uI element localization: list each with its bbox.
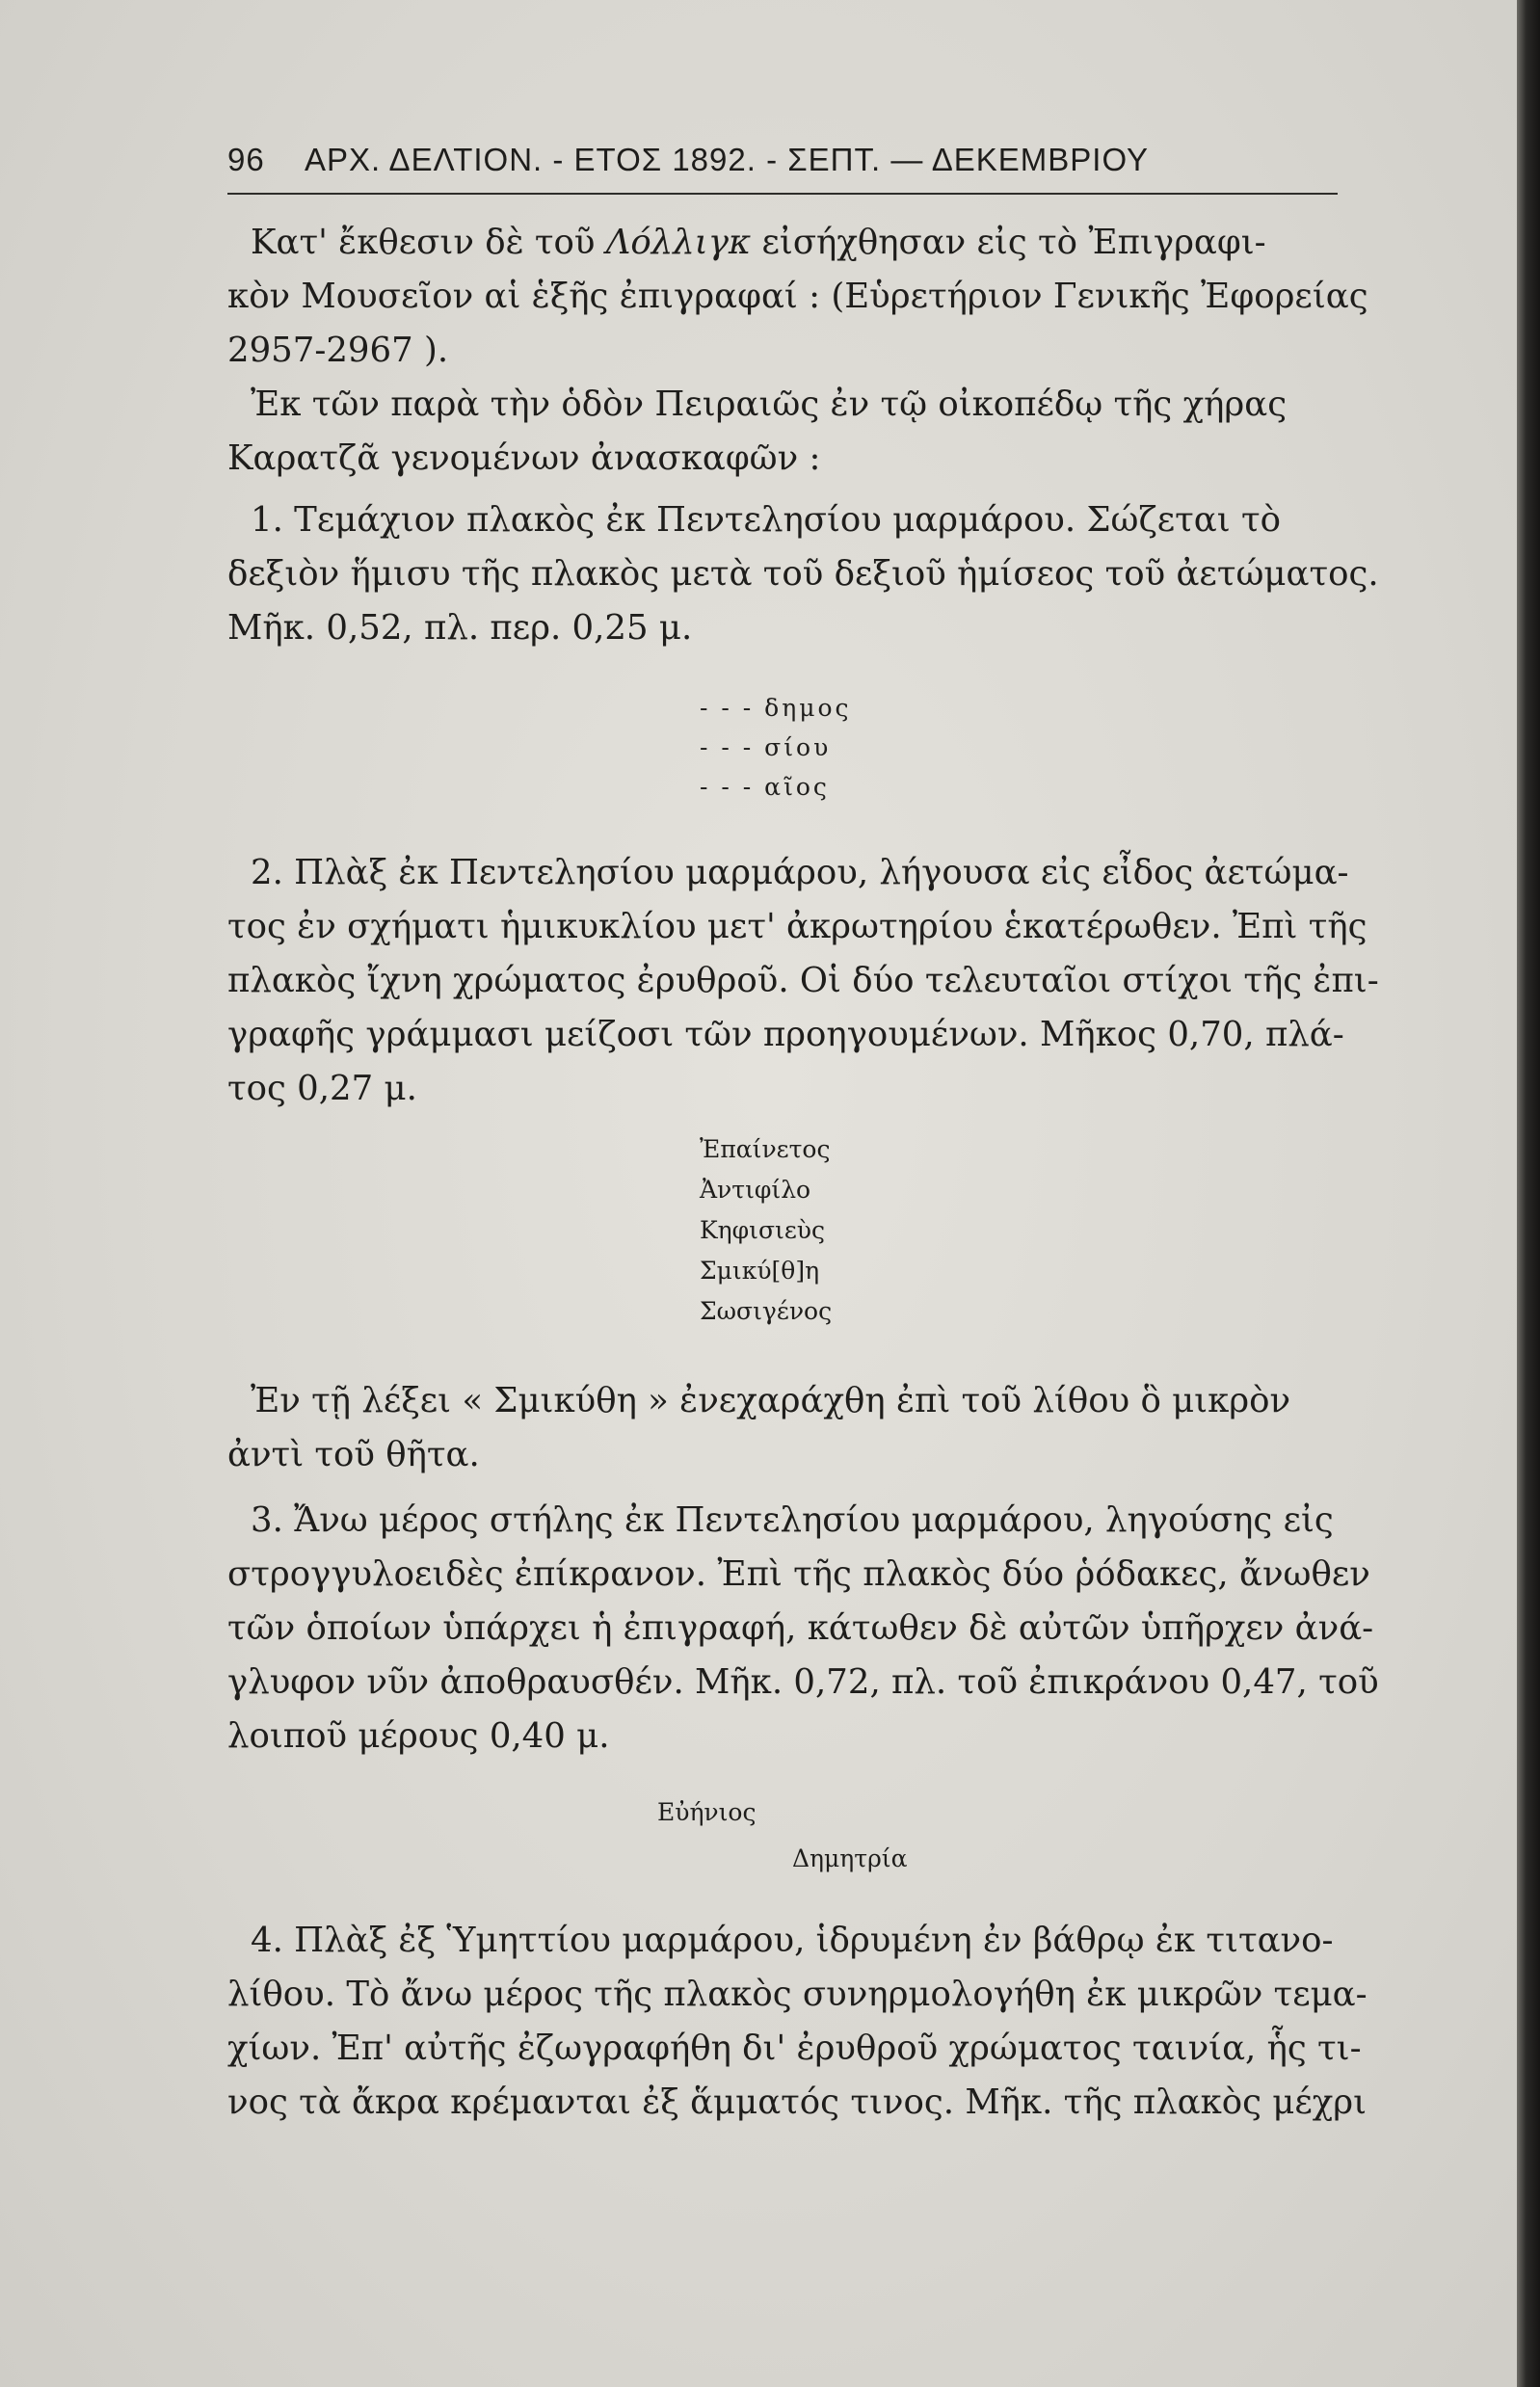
item2-comment-line-1: Ἐν τῇ λέξει « Σμικύθη » ἐνεχαράχθη ἐπὶ τοῦ λίθου ὃ μικρὸν — [251, 1381, 1291, 1420]
item1-inscription-line: - - - αῖος — [700, 773, 830, 801]
item4-line-1: 4. Πλὰξ ἐξ Ὑμηττίου μαρμάρου, ἱδρυμένη ἐν βάθρῳ ἐκ τιτανο- — [251, 1921, 1334, 1960]
item2-inscription-line: Σωσιγένος — [700, 1297, 833, 1325]
item4-line-2: λίθου. Τὸ ἄνω μέρος τῆς πλακὸς συνηρμολογήθη ἐκ μικρῶν τεμα- — [227, 1975, 1367, 2014]
intro-text: εἰσήχθησαν εἰς τὸ Ἐπιγραφι- — [751, 223, 1266, 262]
item1-line-3: Μῆκ. 0,52, πλ. περ. 0,25 μ. — [227, 608, 693, 648]
item2-line-1: 2. Πλὰξ ἐκ Πεντελησίου μαρμάρου, λήγουσα εἰς εἶδος ἀετώμα- — [251, 853, 1349, 892]
item3-line-2: στρογγυλοειδὲς ἐπίκρανον. Ἐπὶ τῆς πλακὸς δύο ῥόδακες, ἄνωθεν — [227, 1554, 1370, 1594]
intro-line-4: Ἐκ τῶν παρὰ τὴν ὁδὸν Πειραιῶς ἐν τῷ οἰκοπέδῳ τῆς χήρας — [251, 385, 1288, 424]
item1-inscription-line: - - - σίου — [700, 733, 832, 761]
item2-line-5: τος 0,27 μ. — [227, 1069, 417, 1108]
running-header — [227, 137, 1273, 183]
item1-line-1: 1. Τεμάχιον πλακὸς ἐκ Πεντελησίου μαρμάρου. Σώζεται τὸ — [251, 500, 1281, 540]
item3-inscription-line: Δημητρία — [792, 1844, 908, 1872]
item3-line-4: γλυφον νῦν ἀποθραυσθέν. Μῆκ. 0,72, πλ. τοῦ ἐπικράνου 0,47, τοῦ — [227, 1662, 1379, 1702]
intro-line-2: κὸν Μουσεῖον αἱ ἑξῆς ἐπιγραφαί : (Εὑρετήριον Γενικῆς Ἐφορείας — [227, 277, 1368, 316]
page-number: 96 — [227, 142, 265, 177]
item1-inscription-line: - - - δημος — [700, 694, 852, 722]
page-edge-shadow — [1517, 0, 1540, 2387]
running-title: ΑΡΧ. ΔΕΛΤΙΟΝ. - ΕΤΟΣ 1892. - ΣΕΠΤ. — ΔΕΚΕΜΒΡΙΟΥ — [305, 142, 1150, 177]
item2-inscription-line: Ἀντιφίλο — [700, 1176, 811, 1204]
item3-inscription-line: Εὐήνιος — [657, 1798, 757, 1826]
intro-line-1 — [251, 220, 1378, 266]
item4-line-3: χίων. Ἐπ' αὐτῆς ἐζωγραφήθη δι' ἐρυθροῦ χρώματος ταινία, ἧς τι- — [227, 2029, 1362, 2068]
item2-inscription-line: Κηφισιεὺς — [700, 1216, 825, 1244]
item2-inscription-line: Ἐπαίνετος — [700, 1135, 831, 1163]
item2-line-2: τος ἐν σχήματι ἡμικυκλίου μετ' ἀκρωτηρίου ἑκατέρωθεν. Ἐπὶ τῆς — [227, 907, 1367, 946]
item3-line-3: τῶν ὁποίων ὑπάρχει ἡ ἐπιγραφή, κάτωθεν δὲ αὐτῶν ὑπῆρχεν ἀνά- — [227, 1608, 1374, 1648]
item2-line-4: γραφῆς γράμμασι μείζοσι τῶν προηγουμένων. Μῆκος 0,70, πλά- — [227, 1015, 1344, 1054]
author-name: Λόλλιγκ — [605, 223, 752, 262]
intro-line-3: 2957-2967 ). — [227, 331, 449, 370]
item2-inscription-line: Σμικύ[θ]η — [700, 1257, 820, 1285]
item2-line-3: πλακὸς ἴχνη χρώματος ἐρυθροῦ. Οἱ δύο τελευταῖοι στίχοι τῆς ἐπι- — [227, 961, 1379, 1000]
header-rule — [227, 193, 1338, 195]
item3-line-1: 3. Ἄνω μέρος στήλης ἐκ Πεντελησίου μαρμάρου, ληγούσης εἰς — [251, 1500, 1334, 1540]
intro-line-5: Καρατζᾶ γενομένων ἀνασκαφῶν : — [227, 438, 821, 478]
item3-line-5: λοιποῦ μέρους 0,40 μ. — [227, 1716, 610, 1756]
item4-line-4: νος τὰ ἄκρα κρέμανται ἐξ ἅμματός τινος. Μῆκ. τῆς πλακὸς μέχρι — [227, 2082, 1367, 2122]
item2-comment-line-2: ἀντὶ τοῦ θῆτα. — [227, 1435, 480, 1474]
item1-line-2: δεξιὸν ἥμισυ τῆς πλακὸς μετὰ τοῦ δεξιοῦ ἡμίσεος τοῦ ἀετώματος. — [227, 554, 1379, 594]
intro-text: Κατ' ἔκθεσιν δὲ τοῦ — [251, 223, 606, 262]
